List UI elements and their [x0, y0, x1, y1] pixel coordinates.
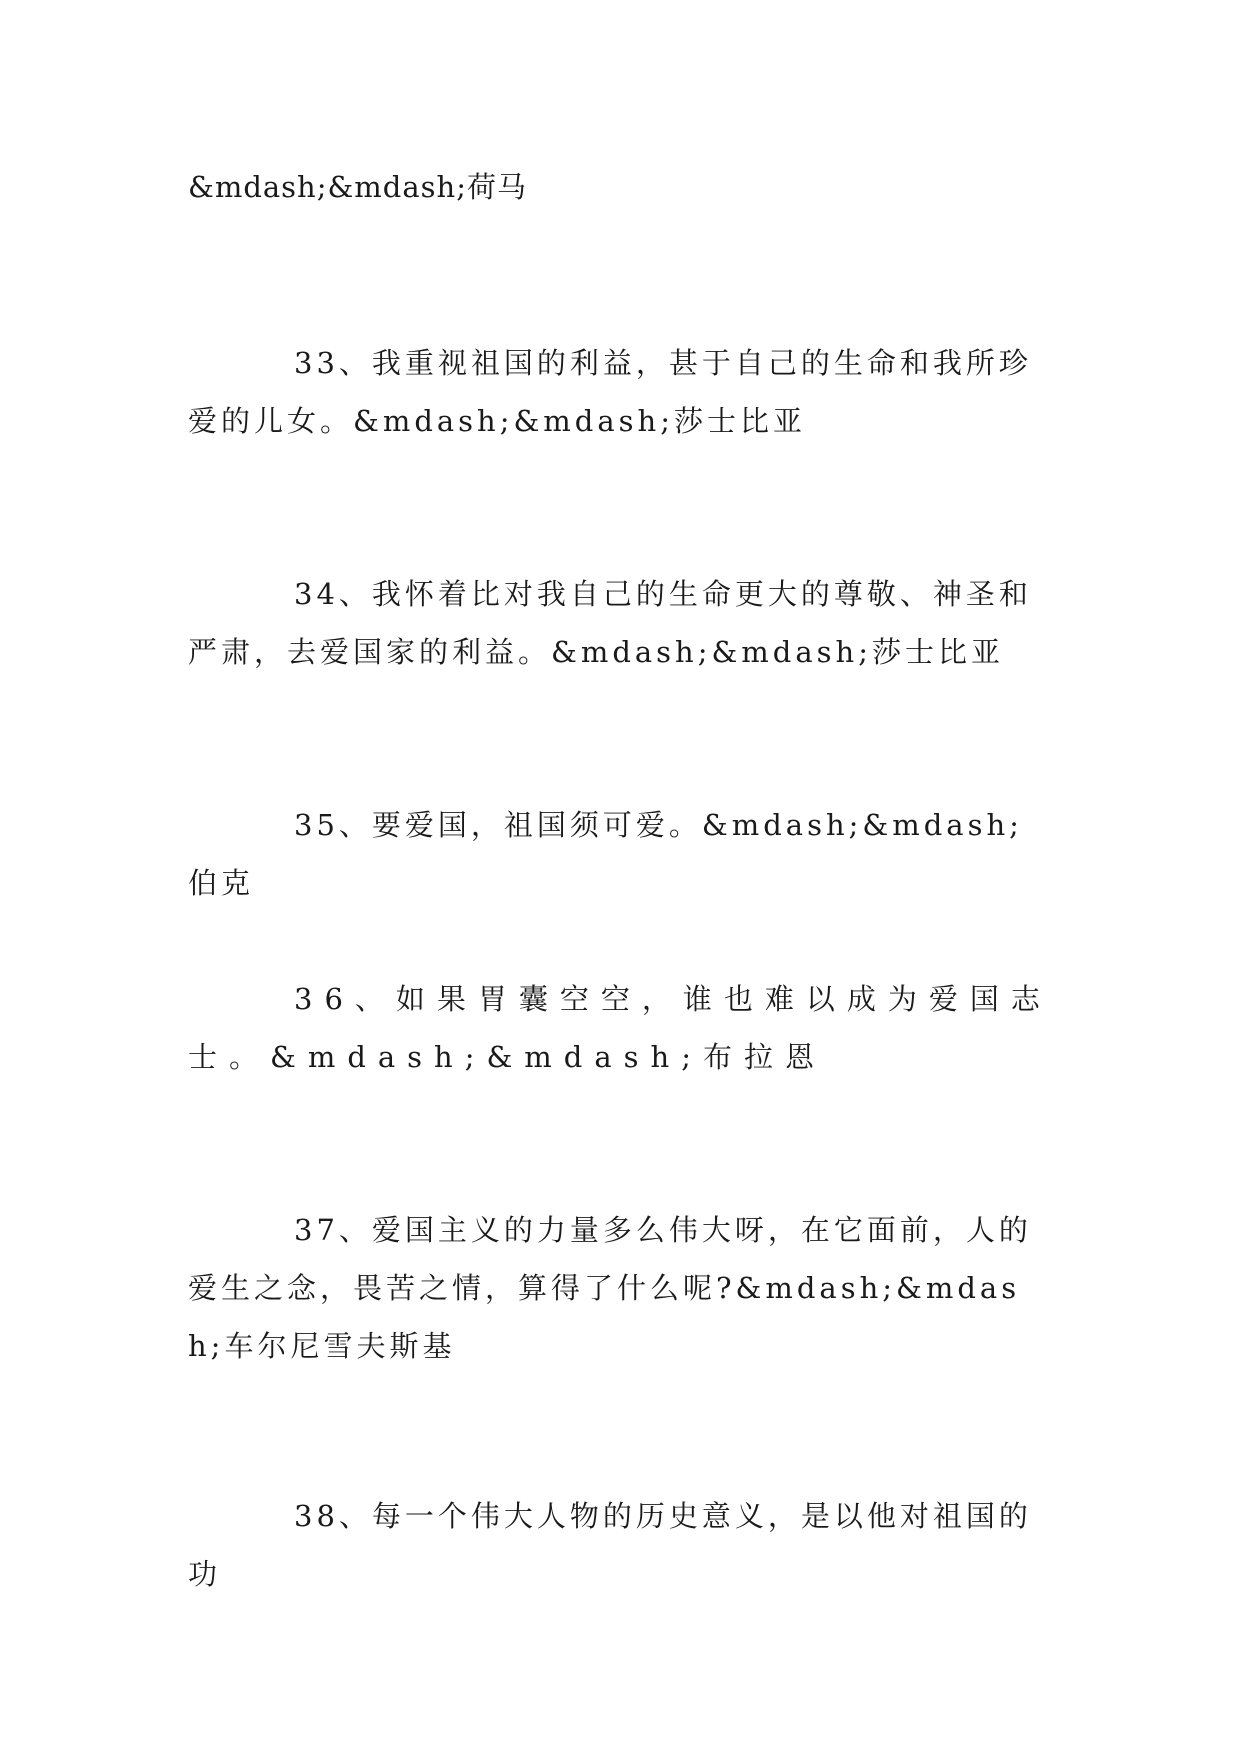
quote-35: 35、要爱国，祖国须可爱。&mdash;&mdash;伯克	[188, 808, 1023, 900]
quote-33: 33、我重视祖国的利益，甚于自己的生命和我所珍爱的儿女。&mdash;&mdash;莎士比亚	[188, 346, 1032, 438]
quote-37: 37、爱国主义的力量多么伟大呀，在它面前，人的爱生之念，畏苦之情，算得了什么呢?&mdash;&mdash;车尔尼雪夫斯基	[188, 1213, 1032, 1363]
quote-36: 36、如果胃囊空空，谁也难以成为爱国志士。&mdash;&mdash;布拉恩	[188, 982, 1052, 1074]
quote-34: 34、我怀着比对我自己的生命更大的尊敬、神圣和严肃，去爱国家的利益。&mdash;&mdash;莎士比亚	[188, 577, 1032, 669]
quote-38: 38、每一个伟大人物的历史意义，是以他对祖国的功	[188, 1499, 1032, 1591]
quote-attribution-homer: &mdash;&mdash;荷马	[188, 170, 527, 204]
